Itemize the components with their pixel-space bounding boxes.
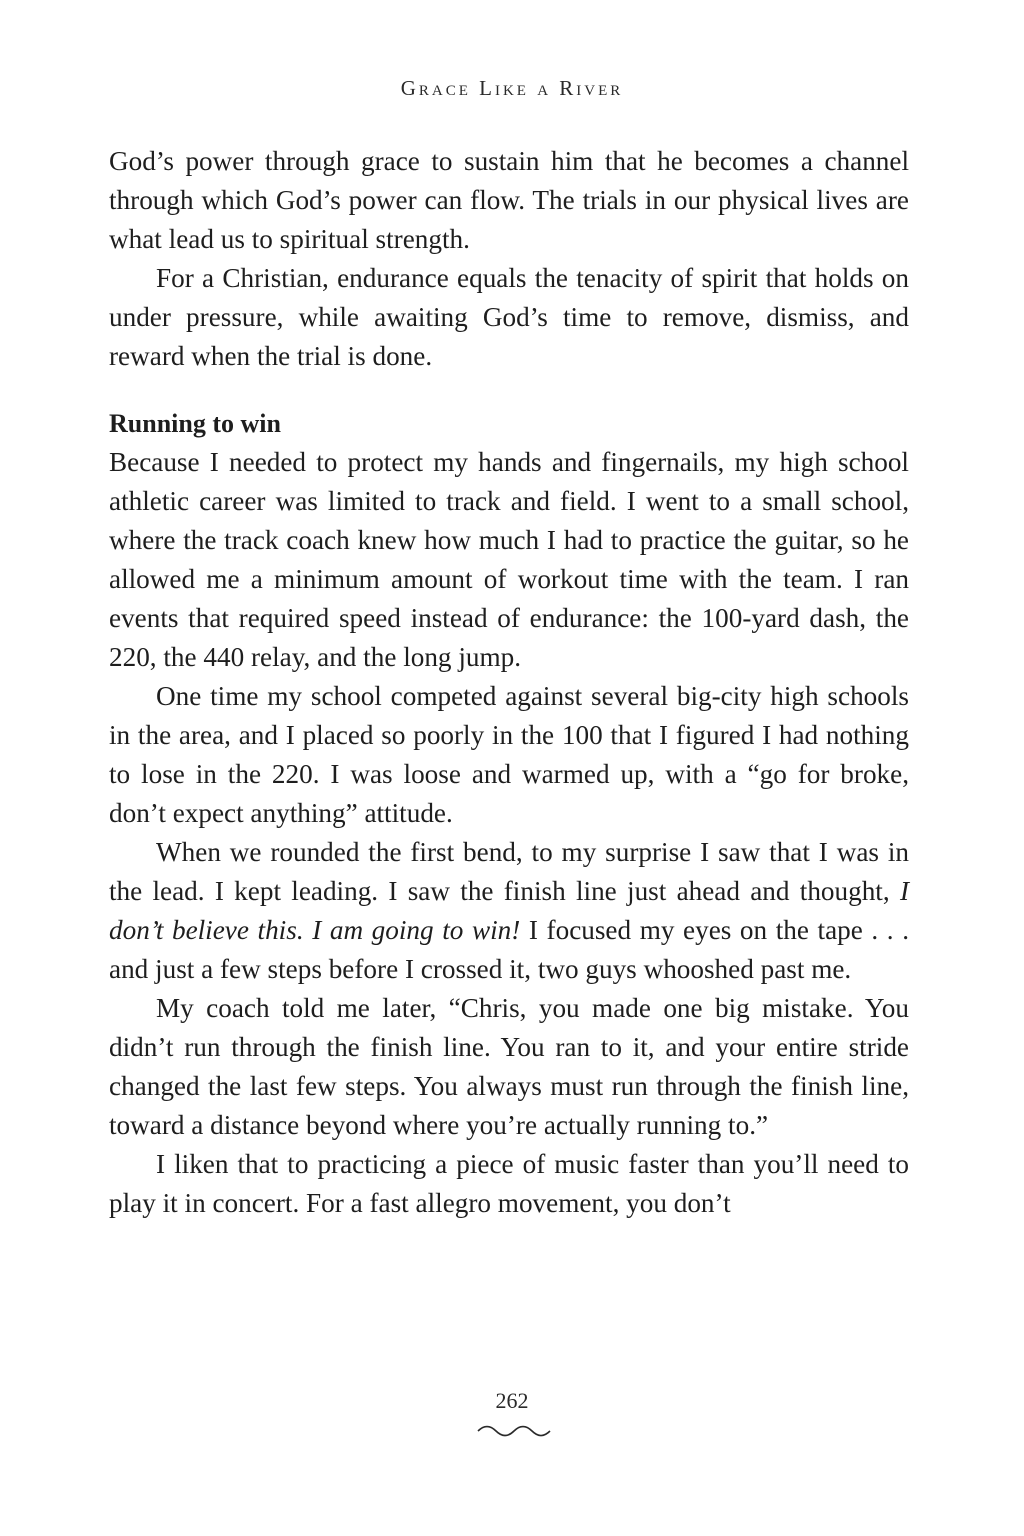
paragraph-race [109,833,909,989]
paragraph-coach: My coach told me later, “Chris, you made one big mistake. You didn’t run through the finish line. You ran to it, and your entire stride changed the last few steps. You always must run through the finish line, toward a distance beyond where you’re actually running to.” [109,993,909,1140]
paragraph-endurance: For a Christian, endurance equals the tenacity of spirit that holds on under pressure, while awaiting God’s time to remove, dismiss, and reward when the trial is done. [109,263,909,371]
paragraph-track-career: Because I needed to protect my hands and fingernails, my high school athletic career was limited to track and field. I went to a small school, where the track coach knew how much I had to practice the guitar, so he allowed me a minimum amount of workout time with the team. I ran events that required speed instead of endurance: the 100-yard dash, the 220, the 440 relay, and the long jump. [109,447,909,672]
wave-ornament-icon [476,1422,552,1438]
race-text-italic: I don’t believe this. I am going to win! [109,876,909,945]
race-text-end: I focused my eyes on the tape . . . and just a few steps before I crossed it, two guys whooshed past me. [109,915,909,984]
race-text-start: When we rounded the first bend, to my surprise I saw that I was in the lead. I kept leading. I saw the finish line just ahead and thought, [109,837,909,906]
paragraph-continuation: God’s power through grace to sustain him that he becomes a channel through which God’s power can flow. The trials in our physical lives are what lead us to spiritual strength. [109,146,909,254]
section-heading: Running to win [109,409,281,438]
paragraph-music: I liken that to practicing a piece of music faster than you’ll need to play it in concert. For a fast allegro movement, you don’t [109,1149,909,1218]
page-number: 262 [495,1388,529,1413]
paragraph-competition: One time my school competed against several big-city high schools in the area, and I placed so poorly in the 100 that I figured I had nothing to lose in the 220. I was loose and warmed up, with a “go for broke, don’t expect anything” attitude. [109,681,909,828]
page-body [109,142,909,1223]
running-head: Grace Like a River [400,76,624,100]
